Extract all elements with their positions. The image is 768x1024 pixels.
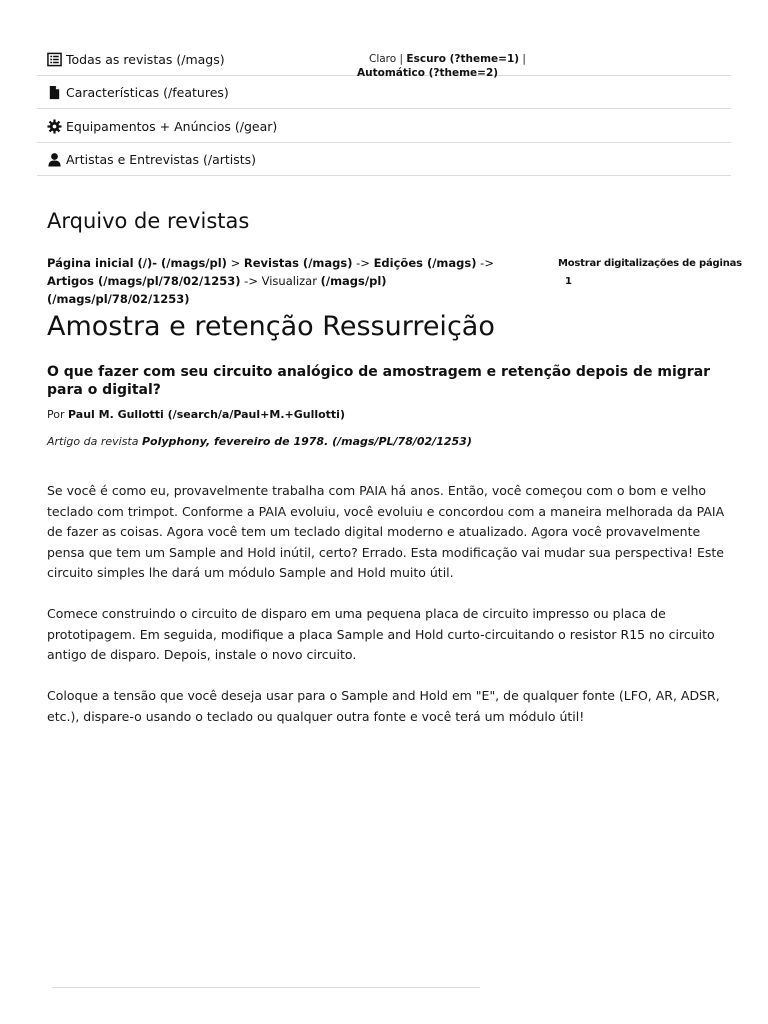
breadcrumb-magazines-link[interactable]: Revistas (/mags) xyxy=(243,256,353,270)
nav-link-artists[interactable] xyxy=(47,152,256,167)
footer-divider xyxy=(52,987,480,988)
breadcrumb-separator: > xyxy=(226,256,244,270)
file-icon xyxy=(47,85,62,100)
breadcrumb xyxy=(47,254,517,308)
article-paragraph: Se você é como eu, provavelmente trabalha com PAIA há anos. Então, você começou com o bom e velho teclado com trimpot. Conforme a PAIA evoluiu, você evoluiu e concordou com a maneira melhorada da PAIA de fazer as coisas. Agora você tem um teclado digital moderno e atualizado. Agora você provavelmente pensa que tem um Sample and Hold inútil, certo? Errado. Esta modificação vai mudar sua perspectiva! Este circuito simples lhe dará um módulo Sample and Hold muito útil. xyxy=(47,483,725,580)
page-scans-label: Mostrar digitalizações de páginas xyxy=(558,258,742,269)
theme-light-label: Claro xyxy=(369,53,397,65)
byline-prefix: Por xyxy=(47,408,68,421)
nav-row-features xyxy=(37,76,731,109)
nav-label-mags: Todas as revistas (/mags) xyxy=(66,51,225,67)
nav-link-gear[interactable] xyxy=(47,119,277,134)
nav-label-gear: Equipamentos + Anúncios (/gear) xyxy=(66,118,278,134)
source-prefix: Artigo da revista xyxy=(47,435,142,448)
archive-title: Arquivo de revistas xyxy=(47,209,250,233)
article-paragraph: Coloque a tensão que você deseja usar para o Sample and Hold em "E", de qualquer fonte (LFO, AR, ADSR, etc.), dispare-o usando o teclado ou qualquer outra fonte e você terá um módulo útil! xyxy=(47,688,720,724)
article-source xyxy=(47,435,472,448)
nav-row-artists xyxy=(37,143,731,176)
list-icon xyxy=(47,52,62,67)
nav-row-gear xyxy=(37,110,731,143)
breadcrumb-separator: -> Visualizar xyxy=(240,274,321,288)
page-scan-link[interactable]: 1 xyxy=(565,276,572,287)
breadcrumb-view-link[interactable]: (/mags/pl) (/mags/pl/78/02/1253) xyxy=(47,274,387,306)
article-title: Amostra e retenção Ressurreição xyxy=(47,311,495,342)
source-link[interactable]: Polyphony, fevereiro de 1978. (/mags/PL/78/02/1253) xyxy=(141,435,472,448)
theme-dark-link[interactable]: Escuro (?theme=1) xyxy=(406,53,520,65)
page-scans xyxy=(558,255,748,291)
user-icon xyxy=(47,152,62,167)
nav-label-artists: Artistas e Entrevistas (/artists) xyxy=(66,151,257,167)
breadcrumb-editions-link[interactable]: Edições (/mags) xyxy=(373,256,477,270)
byline xyxy=(47,408,345,421)
author-link[interactable]: Paul M. Gullotti (/search/a/Paul+M.+Gullotti) xyxy=(68,408,345,421)
nav-link-mags[interactable] xyxy=(47,52,225,67)
theme-separator: | xyxy=(396,53,407,65)
theme-auto-link[interactable]: Automático (?theme=2) xyxy=(357,67,499,79)
article-body xyxy=(47,481,737,748)
breadcrumb-articles-link[interactable]: Artigos (/mags/pl/78/02/1253) xyxy=(47,274,241,288)
article-paragraph: Comece construindo o circuito de disparo em uma pequena placa de circuito impresso ou placa de prototipagem. Em seguida, modifique a placa Sample and Hold curto-circuitando o resistor R15 no circuito antigo de disparo. Depois, instale o novo circuito. xyxy=(47,606,715,662)
breadcrumb-separator: -> xyxy=(476,256,494,270)
theme-separator: | xyxy=(519,53,526,65)
gear-icon xyxy=(47,119,62,134)
breadcrumb-home-link[interactable]: Página inicial (/)- (/mags/pl) xyxy=(47,256,227,270)
nav-label-features: Características (/features) xyxy=(66,84,229,100)
nav-link-features[interactable] xyxy=(47,85,229,100)
breadcrumb-separator: -> xyxy=(352,256,374,270)
article-subtitle: O que fazer com seu circuito analógico de amostragem e retenção depois de migrar para o digital? xyxy=(47,364,711,398)
